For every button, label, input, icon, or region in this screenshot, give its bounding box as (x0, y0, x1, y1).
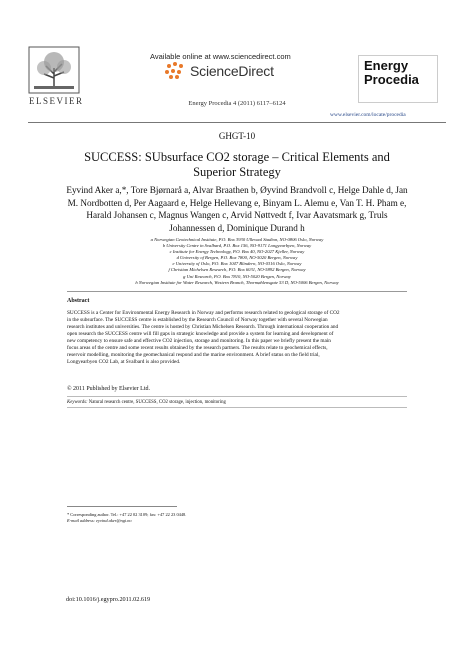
abstract-line: research institutes and universities. The centre is hosted by Christian Michelsen Research. Through international cooperation and (67, 324, 339, 330)
doi-link[interactable]: doi:10.1016/j.egypro.2011.02.619 (66, 596, 151, 603)
elsevier-tree-logo (28, 46, 80, 94)
keywords-label: Keywords: (67, 400, 88, 405)
affiliation: c Institute for Energy Technology, P.O. Box 40, NO-2027 Kjeller, Norway (169, 249, 305, 255)
footnote-contact: * Corresponding author. Tel.: +47 22 02 3109; fax: +47 22 23 0448. (67, 512, 187, 517)
affiliation: a Norwegian Geotechnical Institute, P.O. Box 3930 Ullevaal Stadion, NO-0806 Oslo, Norway (150, 237, 324, 242)
author-line: Harald Johansen c, Magnus Wangen c, Arvid Nøttvedt f, Ivar Aavatsmark g, Truls (86, 210, 388, 220)
affiliation: b University Centre in Svalbard, P.O. Box 156, NO-9171 Longyearbyen, Norway (162, 243, 312, 249)
keywords-line (67, 400, 226, 405)
abstract-bottom-rule (67, 407, 407, 408)
author-line: Eyvind Aker a,*, Tore Bjørnarå a, Alvar Braathen b, Øyvind Brandvoll c, Helge Dahle d, Jan (66, 185, 408, 195)
copyright-notice: © 2011 Published by Elsevier Ltd. (67, 386, 150, 392)
journal-reference: Energy Procedia 4 (2011) 6117–6124 (188, 100, 286, 107)
affiliation: g Uni Research, P.O. Box 7810, NO-5020 Bergen, Norway (183, 273, 291, 279)
journal-title-line1: Energy (364, 58, 409, 73)
abstract-line: focus areas of the centre and some recent results obtained by the research partners. The results relate to geochemical effects, (67, 345, 328, 351)
footnote-rule (67, 506, 177, 507)
abstract-line: SUCCESS is a Center for Environmental Energy Research in Norway and performs research related to geological storage of CO2 (67, 310, 340, 316)
sciencedirect-dots-icon (165, 62, 187, 80)
affiliation: d University of Bergen, P.O. Box 7800, NO-5020 Bergen, Norway (176, 255, 298, 261)
affiliation-list (60, 237, 414, 286)
available-online-text: Available online at www.sciencedirect.com (150, 52, 291, 61)
paper-title-line2: Superior Strategy (193, 165, 281, 179)
journal-title (364, 59, 419, 87)
paper-title-line1: SUCCESS: SUbsurface CO2 storage – Critical Elements and (84, 150, 390, 164)
abstract-body (67, 310, 407, 366)
abstract-line: reservoir modelling, monitoring the geomechanical respond and the marine environment. A brief status on the field trial, (67, 352, 320, 358)
header-divider (28, 122, 446, 123)
keywords-text: Natural research centre, SUCCESS, CO2 storage, injection, monitoring (87, 400, 226, 405)
paper-title (60, 150, 414, 180)
abstract-heading: Abstract (67, 298, 90, 304)
affiliation: h Norwegian Institute for Water Research, Western Branch, Thormøhlensgate 53 D, NO-5006 Bergen, Norway (135, 279, 339, 285)
affiliation: f Christian Michelsen Research, P.O. Box 6031, NO-5892 Bergen, Norway (168, 267, 306, 273)
affiliation: e University of Oslo, P.O. Box 1047 Blindern, NO-0316 Oslo, Norway (172, 261, 302, 267)
corresponding-author-footnote (67, 512, 186, 524)
abstract-line: new competency to ensure safe and effective CO2 injection, storage and monitoring. In this paper we briefly present the main (67, 338, 331, 344)
author-line: M. Nordbotten d, Per Aagaard e, Helge Hellevang e, Binyam L. Alemu e, Van T. H. Pham e, (67, 197, 407, 208)
abstract-line: open research the SUCCESS centre will fill gaps in strategic knowledge and provide a system for learning and development of (67, 331, 334, 337)
conference-label: GHGT-10 (218, 131, 256, 141)
author-list (48, 184, 426, 234)
abstract-line: Longyearbyen CO2 Lab, at Svalbard is also provided. (67, 359, 181, 365)
sciencedirect-wordmark: ScienceDirect (190, 63, 274, 79)
abstract-line: in the subsurface. The SUCCESS centre is established by the Research Council of Norway together with several Norwegian (67, 317, 328, 323)
abstract-top-rule (67, 291, 407, 292)
footnote-email: E-mail address: eyvind.aker@ngi.no (67, 518, 132, 523)
keywords-rule (67, 396, 407, 397)
journal-url-link[interactable]: www.elsevier.com/locate/procedia (330, 112, 406, 118)
journal-title-line2: Procedia (364, 72, 419, 87)
publisher-name: ELSEVIER (29, 96, 84, 106)
sciencedirect-logo (165, 62, 274, 80)
author-line: Johannessen d, Dominique Durand h (169, 222, 305, 233)
